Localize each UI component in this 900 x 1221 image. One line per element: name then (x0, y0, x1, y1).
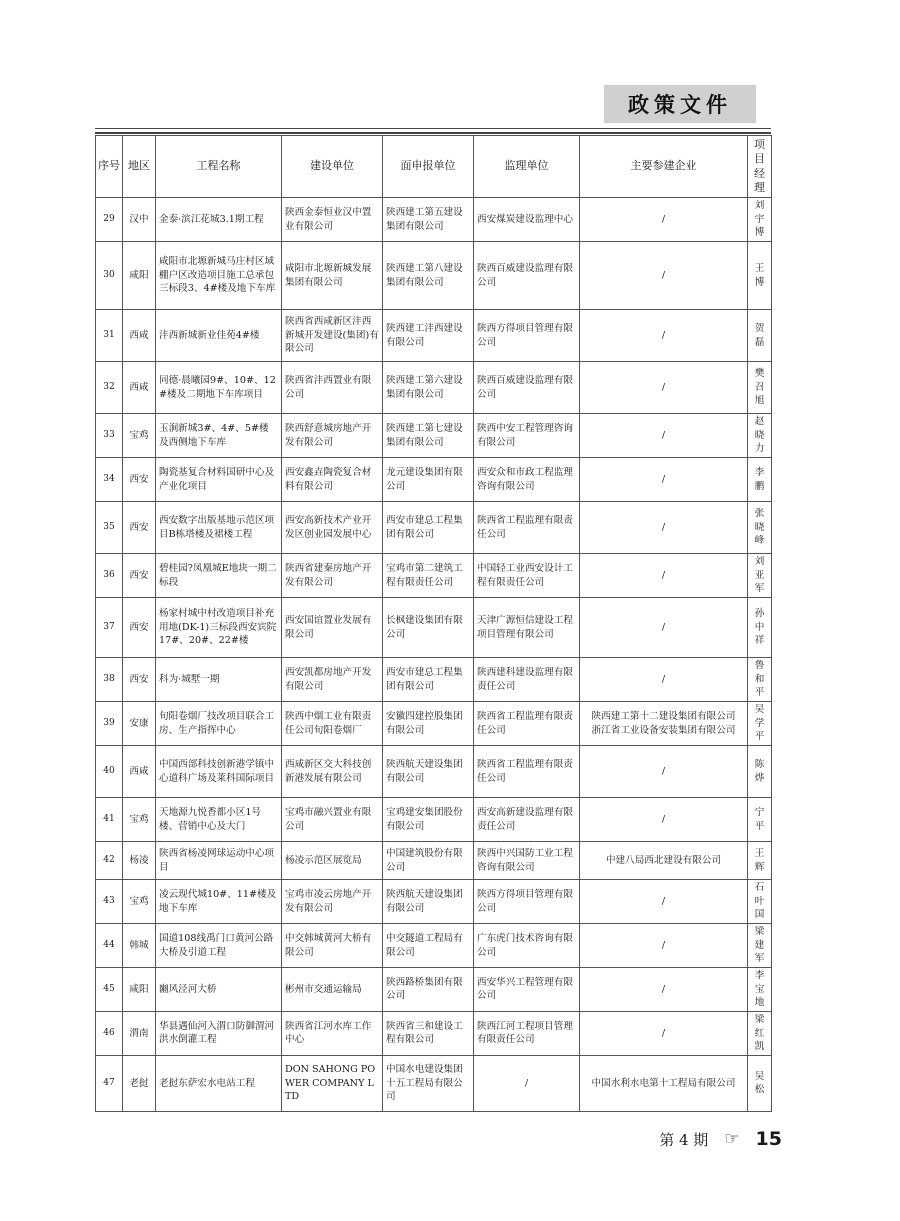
cell-applicant: 陕西建工第七建设集团有限公司 (383, 414, 474, 458)
cell-applicant: 陕西航天建设集团有限公司 (383, 880, 474, 924)
cell-region: 西安 (123, 458, 156, 502)
table-body (96, 198, 772, 1112)
section-banner (604, 85, 756, 123)
cell-participants: / (580, 1011, 748, 1055)
cell-participants: / (580, 658, 748, 702)
cell-region: 西安 (123, 598, 156, 658)
cell-region: 渭南 (123, 1011, 156, 1055)
cell-applicant: 陕西建工第六建设集团有限公司 (383, 362, 474, 414)
cell-manager: 赵晓力 (748, 414, 772, 458)
cell-builder: 宝鸡市凌云房地产开发有限公司 (282, 880, 383, 924)
table-row (96, 842, 772, 880)
cell-participants: / (580, 598, 748, 658)
cell-supervisor: 陕西省工程监理有限责任公司 (474, 502, 580, 554)
cell-project: 国道108线禹门口黄河公路大桥及引道工程 (156, 924, 282, 968)
cell-manager: 孙中祥 (748, 598, 772, 658)
cell-project: 陕西省杨凌网球运动中心项目 (156, 842, 282, 880)
cell-participants: / (580, 414, 748, 458)
cell-region: 西咸 (123, 362, 156, 414)
cell-supervisor: 陕西方得项目管理有限公司 (474, 880, 580, 924)
cell-manager: 张晓峰 (748, 502, 772, 554)
cell-manager: 陈 烨 (748, 746, 772, 798)
cell-supervisor: 陕西中安工程管理咨询有限公司 (474, 414, 580, 458)
table-row (96, 658, 772, 702)
cell-supervisor: 西安众和市政工程监理咨询有限公司 (474, 458, 580, 502)
cell-supervisor: 陕西百威建设监理有限公司 (474, 242, 580, 310)
cell-manager: 王 辉 (748, 842, 772, 880)
cell-builder: 陕西舒意城房地产开发有限公司 (282, 414, 383, 458)
cell-no: 41 (96, 798, 123, 842)
cell-project: 陶瓷基复合材料国研中心及产业化项目 (156, 458, 282, 502)
table-row (96, 502, 772, 554)
cell-no: 31 (96, 310, 123, 362)
cell-region: 咸阳 (123, 968, 156, 1012)
header-participants: 主要参建企业 (580, 136, 748, 198)
cell-no: 39 (96, 702, 123, 746)
table-row (96, 242, 772, 310)
cell-region: 宝鸡 (123, 798, 156, 842)
cell-supervisor: 西安煤炭建设监理中心 (474, 198, 580, 242)
cell-applicant: 宝鸡市第二建筑工程有限责任公司 (383, 554, 474, 598)
cell-applicant: 西安市建总工程集团有限公司 (383, 502, 474, 554)
cell-builder: 陕西省建秦房地产开发有限公司 (282, 554, 383, 598)
pointing-hand-icon: ☞ (724, 1129, 740, 1149)
issue-number: 第 4 期 (659, 1130, 709, 1149)
cell-manager: 吴 松 (748, 1055, 772, 1111)
cell-builder: 彬州市交通运输局 (282, 968, 383, 1012)
cell-supervisor: 天津广源恒信建设工程项目管理有限公司 (474, 598, 580, 658)
cell-project: 天地源九悦香都小区1号楼、营销中心及大门 (156, 798, 282, 842)
cell-participants: / (580, 458, 748, 502)
cell-manager: 贺 磊 (748, 310, 772, 362)
cell-project: 西安数字出版基地示范区项目B栋塔楼及裙楼工程 (156, 502, 282, 554)
cell-project: 沣西新城新业佳苑4#楼 (156, 310, 282, 362)
cell-manager: 刘亚军 (748, 554, 772, 598)
cell-project: 咸阳市北塬新城马庄村区域棚户区改造项目施工总承包三标段3、4#楼及地下车库 (156, 242, 282, 310)
table-row (96, 798, 772, 842)
cell-participants: / (580, 746, 748, 798)
cell-region: 西安 (123, 554, 156, 598)
cell-manager: 李宝地 (748, 968, 772, 1012)
cell-no: 29 (96, 198, 123, 242)
cell-participants: 中建八局西北建设有限公司 (580, 842, 748, 880)
table-row (96, 924, 772, 968)
header-manager: 项目经理 (748, 136, 772, 198)
cell-project: 豳风泾河大桥 (156, 968, 282, 1012)
table-row (96, 598, 772, 658)
cell-project: 凌云现代城10#、11#楼及地下车库 (156, 880, 282, 924)
cell-supervisor: 陕西方得项目管理有限公司 (474, 310, 580, 362)
cell-builder: DON SAHONG POWER COMPANY LTD (282, 1055, 383, 1111)
cell-manager: 李 鹏 (748, 458, 772, 502)
cell-participants: / (580, 502, 748, 554)
cell-no: 42 (96, 842, 123, 880)
cell-applicant: 中国水电建设集团十五工程局有限公司 (383, 1055, 474, 1111)
cell-no: 43 (96, 880, 123, 924)
table-row (96, 746, 772, 798)
page-footer (659, 1128, 782, 1150)
cell-no: 44 (96, 924, 123, 968)
cell-supervisor: 陕西省工程监理有限责任公司 (474, 702, 580, 746)
cell-participants: / (580, 554, 748, 598)
cell-builder: 西安高新技术产业开发区创业园发展中心 (282, 502, 383, 554)
cell-manager: 樊召旭 (748, 362, 772, 414)
cell-manager: 刘宇博 (748, 198, 772, 242)
header-applicant: 面申报单位 (383, 136, 474, 198)
cell-project: 杨家村城中村改造项目补充用地(DK-1)三标段西安宾院17#、20#、22#楼 (156, 598, 282, 658)
cell-participants: / (580, 242, 748, 310)
cell-builder: 西咸新区交大科技创新港发展有限公司 (282, 746, 383, 798)
cell-applicant: 陕西建工第五建设集团有限公司 (383, 198, 474, 242)
cell-no: 32 (96, 362, 123, 414)
table-row (96, 362, 772, 414)
cell-participants: 陕西建工第十二建设集团有限公司 浙江省工业设备安装集团有限公司 (580, 702, 748, 746)
cell-applicant: 宝鸡建安集团股份有限公司 (383, 798, 474, 842)
cell-project: 玉涧新城3#、4#、5#楼及西侧地下车库 (156, 414, 282, 458)
cell-builder: 陕西金泰恒业汉中置业有限公司 (282, 198, 383, 242)
cell-applicant: 陕西省三和建设工程有限公司 (383, 1011, 474, 1055)
cell-applicant: 陕西航天建设集团有限公司 (383, 746, 474, 798)
cell-supervisor: 西安高新建设监理有限责任公司 (474, 798, 580, 842)
cell-applicant: 长枫建设集团有限公司 (383, 598, 474, 658)
cell-manager: 石叶国 (748, 880, 772, 924)
cell-no: 35 (96, 502, 123, 554)
cell-region: 宝鸡 (123, 880, 156, 924)
cell-no: 38 (96, 658, 123, 702)
table-row (96, 198, 772, 242)
cell-manager: 梁建军 (748, 924, 772, 968)
cell-applicant: 西安市建总工程集团有限公司 (383, 658, 474, 702)
cell-no: 40 (96, 746, 123, 798)
cell-no: 46 (96, 1011, 123, 1055)
cell-supervisor: 西安华兴工程管理有限公司 (474, 968, 580, 1012)
header-supervisor: 监理单位 (474, 136, 580, 198)
cell-builder: 西安凯都房地产开发有限公司 (282, 658, 383, 702)
cell-builder: 西安国谊置业发展有限公司 (282, 598, 383, 658)
cell-no: 33 (96, 414, 123, 458)
header-region: 地区 (123, 136, 156, 198)
project-table (95, 135, 772, 1112)
page-number: 15 (755, 1128, 782, 1150)
cell-supervisor: 陕西百威建设监理有限公司 (474, 362, 580, 414)
cell-supervisor: 广东虎门技术咨询有限公司 (474, 924, 580, 968)
cell-applicant: 陕西路桥集团有限公司 (383, 968, 474, 1012)
cell-project: 华县遇仙河入渭口防御渭河洪水倒灌工程 (156, 1011, 282, 1055)
cell-project: 金泰·滨江花城3.1期工程 (156, 198, 282, 242)
cell-applicant: 中交隧道工程局有限公司 (383, 924, 474, 968)
table-row (96, 968, 772, 1012)
table-header-row (96, 136, 772, 198)
cell-region: 杨凌 (123, 842, 156, 880)
table-row (96, 310, 772, 362)
cell-applicant: 陕西建工第八建设集团有限公司 (383, 242, 474, 310)
cell-builder: 西安鑫垚陶瓷复合材料有限公司 (282, 458, 383, 502)
cell-region: 西咸 (123, 746, 156, 798)
cell-applicant: 安徽四建控股集团有限公司 (383, 702, 474, 746)
cell-region: 老挝 (123, 1055, 156, 1111)
cell-no: 30 (96, 242, 123, 310)
cell-project: 同德·晨曦园9#、10#、12#楼及二期地下车库项目 (156, 362, 282, 414)
cell-builder: 咸阳市北塬新城发展集团有限公司 (282, 242, 383, 310)
cell-applicant: 陕西建工沣西建设有限公司 (383, 310, 474, 362)
cell-supervisor: 中国轻工业西安设计工程有限责任公司 (474, 554, 580, 598)
cell-supervisor: 陕西江河工程项目管理有限责任公司 (474, 1011, 580, 1055)
cell-applicant: 龙元建设集团有限公司 (383, 458, 474, 502)
cell-manager: 吴学平 (748, 702, 772, 746)
cell-builder: 杨凌示范区展览局 (282, 842, 383, 880)
cell-manager: 梁红凯 (748, 1011, 772, 1055)
header-rule-thick (95, 132, 771, 134)
cell-no: 37 (96, 598, 123, 658)
cell-project: 旬阳卷烟厂技改项目联合工房、生产指挥中心 (156, 702, 282, 746)
cell-no: 45 (96, 968, 123, 1012)
cell-region: 西咸 (123, 310, 156, 362)
cell-manager: 王 博 (748, 242, 772, 310)
cell-participants: / (580, 924, 748, 968)
section-title: 政策文件 (628, 93, 732, 117)
cell-participants: / (580, 198, 748, 242)
cell-builder: 陕西省江河水库工作中心 (282, 1011, 383, 1055)
cell-supervisor: / (474, 1055, 580, 1111)
cell-participants: / (580, 880, 748, 924)
cell-no: 36 (96, 554, 123, 598)
cell-region: 汉中 (123, 198, 156, 242)
table-row (96, 1011, 772, 1055)
cell-region: 西安 (123, 658, 156, 702)
header-rule-thin (95, 128, 771, 129)
table-row (96, 414, 772, 458)
cell-builder: 陕西省沣西置业有限公司 (282, 362, 383, 414)
cell-participants: / (580, 968, 748, 1012)
cell-project: 中国西部科技创新港学镇中心道科广场及莱科国际项目 (156, 746, 282, 798)
cell-builder: 宝鸡市融兴置业有限公司 (282, 798, 383, 842)
cell-participants: / (580, 798, 748, 842)
table-row (96, 554, 772, 598)
cell-builder: 陕西省西咸新区沣西新城开发建设(集团)有限公司 (282, 310, 383, 362)
table-row (96, 880, 772, 924)
cell-supervisor: 陕西建科建设监理有限责任公司 (474, 658, 580, 702)
cell-builder: 陕西中烟工业有限责任公司旬阳卷烟厂 (282, 702, 383, 746)
cell-manager: 宁 平 (748, 798, 772, 842)
cell-applicant: 中国建筑股份有限公司 (383, 842, 474, 880)
cell-project: 碧桂园?凤凰城E地块一期二标段 (156, 554, 282, 598)
cell-region: 宝鸡 (123, 414, 156, 458)
cell-no: 34 (96, 458, 123, 502)
cell-builder: 中交韩城黄河大桥有限公司 (282, 924, 383, 968)
cell-participants: / (580, 362, 748, 414)
cell-project: 老挝东萨宏水电站工程 (156, 1055, 282, 1111)
cell-region: 韩城 (123, 924, 156, 968)
cell-supervisor: 陕西中兴国防工业工程咨询有限公司 (474, 842, 580, 880)
cell-region: 安康 (123, 702, 156, 746)
header-builder: 建设单位 (282, 136, 383, 198)
cell-manager: 鲁和平 (748, 658, 772, 702)
cell-region: 西安 (123, 502, 156, 554)
table-row (96, 458, 772, 502)
cell-supervisor: 陕西省工程监理有限责任公司 (474, 746, 580, 798)
cell-project: 科为·城墅一期 (156, 658, 282, 702)
header-no: 序号 (96, 136, 123, 198)
cell-region: 咸阳 (123, 242, 156, 310)
cell-participants: / (580, 310, 748, 362)
cell-participants: 中国水利水电第十工程局有限公司 (580, 1055, 748, 1111)
cell-no: 47 (96, 1055, 123, 1111)
header-project: 工程名称 (156, 136, 282, 198)
table-row (96, 702, 772, 746)
table-row (96, 1055, 772, 1111)
